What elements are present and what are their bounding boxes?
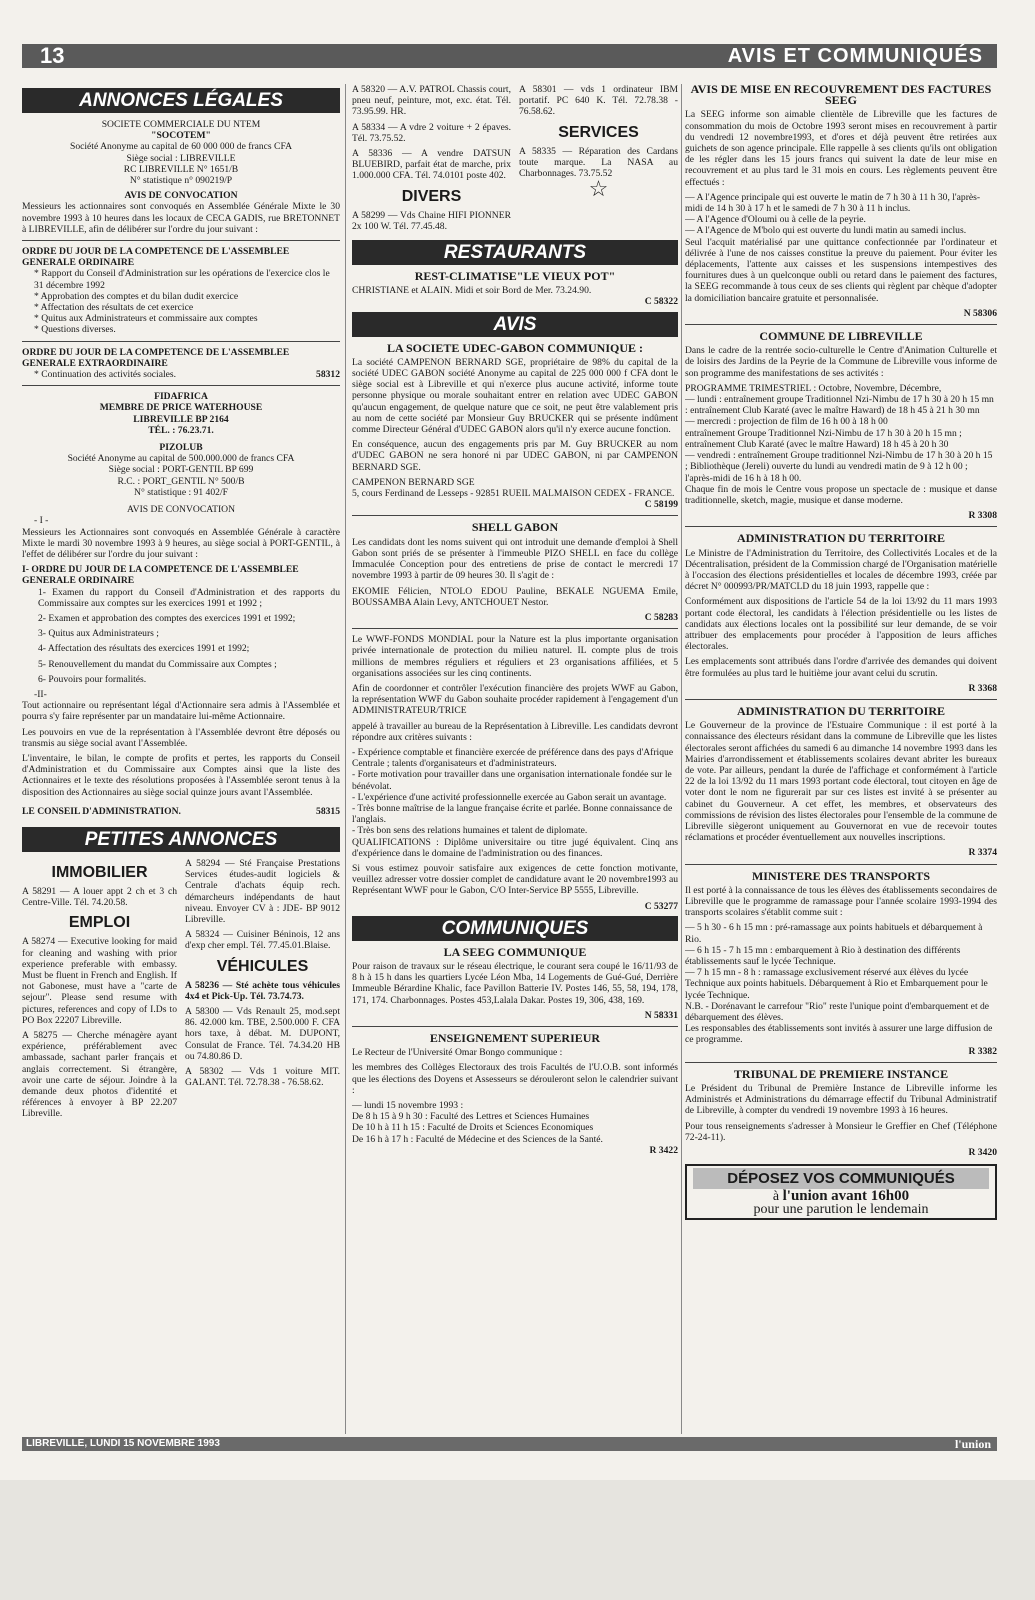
reference-number: N 58306: [963, 307, 997, 319]
agency-list: [685, 192, 997, 237]
classifieds-grid: [22, 858, 340, 1124]
notice-text: Tout actionnaire ou représentant légal d'Actionnaire sera admis à l'Assemblée et pourra s'y faire représenter par un mandataire lui-même Actionnaire.: [22, 700, 340, 723]
schedule-row: De 10 h à 11 h 15 : Faculté de Droits et Sciences Economiques: [352, 1122, 594, 1134]
agenda-item: 1- Examen du rapport du Conseil d'Administration et des rapports du Commissaire aux comptes sur les exercices 1991 et 1992 ;: [38, 586, 340, 609]
reference-number: C 58199: [644, 499, 678, 511]
star-icon: ☆: [588, 176, 609, 202]
submission-box: [685, 1164, 997, 1219]
agenda-item: 5- Renouvellement du mandat du Commissaire aux Comptes ;: [38, 658, 277, 670]
submission-box-title: DÉPOSEZ VOS COMMUNIQUÉS: [693, 1168, 989, 1189]
submission-box-line: pour une parution le lendemain: [753, 1202, 929, 1218]
section-rubric: AVIS ET COMMUNIQUÉS: [727, 45, 983, 67]
classified-ad: A 58301 — vds 1 ordinateur IBM portatif. PC 640 K. Tél. 72.78.38 - 76.58.62.: [519, 84, 678, 118]
reference-number: R 3368: [968, 682, 997, 694]
divider: [22, 240, 340, 241]
notice-text: Les candidats dont les noms suivent qui ont introduit une demande d'emploi à Shell Gabon sont priés de se présenter à l'immeuble PIZO SHELL en face du collège Immaculée Conception pour des entretiens de prise de contact le mercredi 17 novembre 1993 à partir de 09 heures 30. Il s'agit de :: [352, 536, 678, 582]
classified-ad: A 58336 — A vendre DATSUN BLUEBIRD, parfait état de marche, prix 1.000.000 CFA. Tél. 74.0101 poste 402.: [352, 148, 511, 182]
transport-item: Les responsables des établissements sont invités à assurer une large diffusion de ce programme.: [685, 1023, 993, 1046]
page-header-bar: [22, 44, 997, 68]
socotem-line: SOCIETE COMMERCIALE DU NTEM: [101, 119, 261, 130]
reference-number: R 3382: [968, 1045, 997, 1057]
notice-title: AVIS DE CONVOCATION: [126, 504, 236, 516]
column-rule: [681, 84, 682, 1434]
schedule-row: De 16 h à 17 h : Faculté de Médecine et des Sciences de la Santé.: [352, 1133, 603, 1145]
category-title: VÉHICULES: [216, 957, 309, 975]
signature: LE CONSEIL D'ADMINISTRATION.: [22, 805, 181, 817]
tribunal-title: TRIBUNAL DE PREMIERE INSTANCE: [733, 1066, 949, 1081]
pizolub-line: Siège social : PORT-GENTIL BP 699: [108, 464, 254, 476]
shell-title: SHELL GABON: [471, 520, 559, 535]
fidafrica-line: LIBREVILLE BP 2164: [133, 413, 229, 425]
reference-number: C 53277: [644, 900, 678, 912]
notice-text: Si vous estimez pouvoir satisfaire aux exigences de cette fonction motivante, veuillez adresser votre dossier complet de candidature avant le 20 novembre1993 au Représentant WWF pour le Gabon, C/O Inter-Service BP 5555, Libreville.: [352, 862, 678, 897]
agenda-list: [22, 268, 340, 335]
restaurants-banner: RESTAURANTS: [352, 240, 678, 265]
category-title: DIVERS: [401, 187, 462, 205]
agenda-item: 2- Examen et approbation des comptes des exercices 1991 et 1992;: [38, 612, 296, 624]
notice-text: Dans le cadre de la rentrée socio-culturelle le Centre d'Animation Culturelle et de loisirs des Jardins de la Peyrie de la Commune de Libreville vous informe de son programme des manifestations de ses activités :: [685, 345, 997, 379]
notice-text: Le Ministre de l'Administration du Territoire, des Collectivités Locales et de la Décentralisation, président de la Commission chargé de l'Organisation matérielle à l'occasion des élections présidentielles et locales de décembre 1993, créée par décret N° 000993/PR/MATCLD du 18 juin 1993, rappelle que :: [685, 547, 997, 593]
agenda-item: * Approbation des comptes et du bilan dudit exercice: [34, 290, 239, 302]
reference-number: R 3374: [968, 847, 997, 859]
page-footer-bar: [22, 1437, 997, 1451]
notice-text: appelé à travailler au bureau de la Représentation à Libreville. Les candidats devront répondre aux critères suivants :: [352, 720, 678, 743]
transport-item: — 5 h 30 - 6 h 15 mn : pré-ramassage aux points habituels et débarquement à Rio.: [685, 922, 983, 945]
pizolub-header: [22, 442, 340, 498]
notice-text: Afin de coordonner et contrôler l'exécution financière des projets WWF au Gabon, la représentation WWF du Gabon souhaite procéder rapidement à l'engagement d'un ADMINISTRATEUR/TRICE: [352, 682, 678, 717]
program-list: [685, 394, 997, 484]
udec-title: LA SOCIETE UDEC-GABON COMMUNIQUE :: [386, 340, 644, 355]
classifieds-right: [519, 84, 678, 236]
reference-number: C 58283: [644, 611, 678, 623]
pizolub-line: R.C. : PORT_GENTIL N° 500/B: [117, 475, 245, 487]
reference-number: N 58331: [644, 1009, 678, 1021]
agenda-title: I- ORDRE DU JOUR DE LA COMPETENCE DE L'ASSEMBLEE GENERALE ORDINAIRE: [22, 564, 299, 587]
classified-ad: A 58274 — Executive looking for maid for cleaning and washing with prior experience preferable with embassy. Must be fluent in French and English. If not Gabonese, must have a "carte de sejour". Please send resume with pictures, references and copy of I.Ds to PO Box 22207 Libreville.: [22, 936, 177, 1026]
reference-number: 58312: [316, 369, 340, 381]
classified-ad: A 58320 — A.V. PATROL Chassis court, pneu neuf, peinture, mot, exc. état. Tél. 73.95.99. HR.: [352, 84, 511, 118]
deadline: avant 16h00: [831, 1188, 910, 1205]
agenda-title: ORDRE DU JOUR DE LA COMPETENCE DE L'ASSEMBLEE GENERALE EXTRAORDINAIRE: [22, 346, 290, 369]
udec-address: CAMPENON BERNARD SGE: [352, 476, 475, 488]
notice-text: L'inventaire, le bilan, le compte de profits et pertes, les rapports du Conseil d'Administration et du Commissaire aux Comptes ainsi que la liste des Actionnaires et le texte des résolutions proposées à l'Assemblée seront tenus à la disposition des Actionnaires au siège social quinze jours avant l'Assemblée.: [22, 752, 340, 798]
fidafrica-header: [22, 391, 340, 436]
footer-brand: l'union: [954, 1437, 991, 1451]
category-title: SERVICES: [558, 123, 639, 141]
notice-text: Les pouvoirs en vue de la représentation à l'Assemblée devront être déposés ou transmis au siège social avant l'Assemblée.: [22, 726, 340, 749]
criteria-item: - Très bonne maîtrise de la langue française écrite et parlée. Bonne connaissance de l'anglais.: [352, 802, 673, 826]
classified-ad: A 58334 — A vdre 2 voiture + 2 épaves. Tél. 73.75.52.: [352, 121, 511, 144]
scan-margin: [0, 1480, 1035, 1600]
notice-text: La SEEG informe son aimable clientèle de Libreville que les factures de consommation du mois de Octobre 1993 seront mises en recouvrement à partir du vendredi 12 novembre1993, et d'ores et déjà peuvent être retirées aux guichets de son agence principale. Elle rappelle à ses clients qu'ils ont obligation de les régler dans les 15 jours francs qui suivent la date de leur mise en recouvrement et au plus tard le 31 mois en cours. Les règlements peuvent être effectués :: [685, 109, 997, 188]
signature-line: [22, 806, 340, 817]
restaurant-title: REST-CLIMATISE"LE VIEUX POT": [414, 269, 616, 284]
agenda-list: [22, 587, 340, 685]
agenda-item: * Rapport du Conseil d'Administration sur les opérations de l'exercice clos le 31 décembre 1992: [34, 268, 330, 291]
administration-title: ADMINISTRATION DU TERRITOIRE: [736, 531, 946, 546]
criteria-item: - Très bon sens des relations humaines et talent de diplomate.: [352, 825, 588, 837]
notice-text: Pour tous renseignements s'adresser à Monsieur le Greffier en Chef (Téléphone 72-24-11).: [685, 1120, 997, 1143]
agenda-item: * Affectation des résultats de cet exercice: [34, 302, 194, 314]
notice-text: La société CAMPENON BERNARD SGE, propriétaire de 98% du capital de la société UDEC GABON société Anonyme au capital de 225 000 000 f CFA dont le siège social est à Libreville et qui n'exerce plus aucune activité, informe toute personne physique ou morale souhaitant entrer en relation avec UDEC GABON qu'aucun engagement, de quelque nature que ce soit, ne peut être valablement pris au nom de cette société par Monsieur Guy BRUCKER qui se présente indûment comme Directeur Général d'UDEC GABON alors qu'il n'y exerce aucune fonction.: [352, 356, 678, 436]
program-item: — mercredi : projection de film de 16 h 00 à 18 h 00: [685, 416, 888, 428]
column-3: [685, 84, 997, 1436]
agenda-list: [22, 369, 340, 380]
footer-date: LIBREVILLE, LUNDI 15 NOVEMBRE 1993: [26, 1438, 220, 1449]
agency-item: — A l'Agence d'Oloumi ou à celle de la peyrie.: [685, 214, 866, 226]
classifieds-left: [22, 858, 177, 1124]
socotem-line: Société Anonyme au capital de 60 000 000 de francs CFA: [69, 141, 293, 153]
avis-banner: AVIS: [352, 312, 678, 337]
column-rule: [345, 84, 346, 1434]
transport-item: N.B. - Dorénavant le carrefour "Rio" reste l'unique point d'embarquement et de débarquement des élèves.: [685, 1000, 990, 1024]
reference-number: 58315: [316, 805, 340, 817]
divider: [685, 699, 997, 700]
divider: [22, 341, 340, 342]
divider: [685, 324, 997, 325]
transports-title: MINISTERE DES TRANSPORTS: [751, 868, 931, 883]
program-item: — vendredi : entraînement Groupe traditionnel Nzi-Nimbu de 17 h 30 à 20 h 15 ; Bibliothèque (Jereli) ouverte du lundi au vendredi matin de 9 à 12 h 00 ; l'après-midi de 16 h à 18 h 00.: [685, 450, 993, 484]
agency-item: — A l'Agence de M'bolo qui est ouverte du lundi matin au samedi inclus.: [685, 225, 967, 237]
classified-ad: A 58302 — Vds 1 voiture MIT. GALANT. Tél. 72.78.38 - 76.58.62.: [185, 1066, 340, 1089]
classified-ad: A 58294 — Sté Française Prestations Services études-audit logiciels & Centrale d'achats équip rech. démarcheurs indépendants de haut niveau. Envoyer CV à : JDE- BP 9012 Libreville.: [185, 857, 340, 925]
notice-text: Conformément aux dispositions de l'article 54 de la loi 13/92 du 11 mars 1993 portant code électoral, les candidats à l'élection présidentielle ou les listes de candidats aux élections locales ont la possibilité sur leur demande, de se voir attribuer des emplacements pour procéder à l'apposition de leurs affiches électorales.: [685, 596, 997, 653]
notice-text: Le Recteur de l'Université Omar Bongo communique :: [352, 1047, 563, 1059]
criteria-list: [352, 747, 678, 837]
communiques-banner: COMMUNIQUES: [352, 916, 678, 941]
page-number: 13: [40, 43, 65, 68]
divider: [685, 864, 997, 865]
classified-ad: A 58291 — A louer appt 2 ch et 3 ch Centre-Ville. Tél. 74.20.58.: [22, 885, 177, 909]
criteria-item: - Expérience comptable et financière exercée de préférence dans des pays d'Afrique Centrale ; talents d'organisateurs et d'administrateurs.: [352, 746, 674, 770]
candidate-names: EKOMIE Félicien, NTOLO EDOU Pauline, BEKALE NGUEMA Emile, BOUSSAMBA Alain Levy, ANTCHOUET Nestor.: [352, 585, 678, 608]
schedule-row: De 8 h 15 à 9 h 30 : Faculté des Lettres et Sciences Humaines: [352, 1111, 590, 1123]
fidafrica-line: MEMBRE DE PRICE WATERHOUSE: [99, 402, 263, 414]
pizolub-line: N° statistique : 91 402/F: [134, 486, 228, 498]
program-item: — lundi : entraînement groupe Traditionnel Nzi-Nimbu de 17 h 30 à 20 h 15 mn : entraînement Club Karaté (avec le maître Haward) de 18 h 45 à 21 h 30 mn: [685, 394, 994, 417]
notice-text: Messieurs les Actionnaires sont convoqués en Assemblée Générale à caractère Mixte le mardi 30 novembre 1993 à 9 heures, au siège social à PORT-GENTIL, à l'effet de délibérer sur l'ordre du jour suivant :: [22, 526, 340, 560]
socotem-line: Siège social : LIBREVILLE: [126, 152, 236, 164]
schedule-day: — lundi 15 novembre 1993 :: [352, 1100, 464, 1112]
pizolub-line: PIZOLUB: [159, 442, 203, 454]
agency-item: — A l'Agence principale qui est ouverte le matin de 7 h 30 à 11 h 30, l'après-midi de 14 h 30 à 17 h et le samedi de 7 h 30 à 11 h inclus.: [685, 191, 981, 215]
agenda-item: 6- Pouvoirs pour formalités.: [38, 673, 147, 685]
socotem-line: RC LIBREVILLE N° 1651/B: [123, 163, 239, 175]
transport-item: — 7 h 15 mn - 8 h : ramassage exclusivement réservé aux élèves du lycée Technique aux points habituels. Débarquement à Rio et Embarquement pour le lycée Technique.: [685, 967, 988, 1001]
notice-text: Il est porté à la connaissance de tous les élèves des établissements secondaires de Libreville que le programme de ramassage pour l'année scolaire 1993-1994 des transports scolaires s'établit comme suit :: [685, 884, 997, 919]
divider: [22, 385, 340, 386]
notice-title: AVIS DE CONVOCATION: [124, 190, 238, 202]
classified-ad: A 58335 — Réparation des Cardans toute marque. La NASA au Charbonnages. 73.75.52: [519, 145, 678, 180]
classified-ad: A 58324 — Cuisiner Béninois, 12 ans d'exp cher empl. Tél. 77.45.01.Blaise.: [185, 929, 340, 952]
transport-item: — 6 h 15 - 7 h 15 mn : embarquement à Rio à destination des différents établissements sauf le lycée Technique.: [685, 944, 961, 968]
notice-text: Le Gouverneur de la province de l'Estuaire Communique : il est porté à la connaissance des électeurs résidant dans la commune de Libreville que les listes électorales seront affichées du samedi 6 au dimanche 14 novembre 1993 dans les Mairies d'arrondissement et établissements scolaires devant abriter les bureaux de vote. Par ailleurs, pendant la durée de l'affichage et conformément à l'article 22 de la loi 13/92 du 11 mars 1993 portant code électoral, tout citoyen en âge de voter dont le nom ne figurerait par sur ces listes est invité à se présenter au cabinet du Gouverneur. A cet effet, les membres, et observateurs des commissions de révision des listes électorales pour l'ensemble de la commune de Libreville siègeront uniquement au Gouvernorat en vue de recevoir toutes réclamations et procéder éventuellement aux nouvelles inscriptions.: [685, 720, 997, 844]
notice-text: QUALIFICATIONS : Diplôme universitaire ou titre jugé équivalent. Cinq ans d'expérience dans le domaine de l'administration ou des finances.: [352, 836, 678, 859]
criteria-item: - L'expérience d'une activité professionnelle exercée au Gabon serait un avantage.: [352, 791, 667, 803]
divider: [685, 526, 997, 527]
divider: [685, 1062, 997, 1063]
reference-number: R 3420: [968, 1147, 997, 1159]
section-marker: - I -: [34, 515, 49, 527]
administration-title: ADMINISTRATION DU TERRITOIRE: [736, 703, 946, 718]
notice-text: Seul l'acquit matérialisé par une quittance confectionnée par l'ordinateur et délivrée à l'une de nos caisses constitue la preuve du paiement. Pour éviter les déplacements, l'attente aux caisses et les suspensions intempestives des fournitures dues à un quelconque oubli ou retard dans le paiement des factures, la SEEG recommande à tous ceux de ses clients qui règlent par chèque d'adopter la domiciliation bancaire gratuite et personnalisée.: [685, 236, 997, 304]
program-item: entraînement Groupe Traditionnel Nzi-Nimbu de 17 h 30 à 20 h 15 mn ; entraînement Club Karaté (avec le maître Haward) 18 h 45 à 20 h 30: [685, 427, 962, 450]
fidafrica-line: TÉL. : 76.23.71.: [148, 424, 214, 436]
agenda-item: 3- Quitus aux Administrateurs ;: [38, 628, 159, 640]
reference-number: C 58322: [644, 296, 678, 308]
notice-text: les membres des Collèges Electoraux des trois Facultés de l'U.O.B. sont informés que les élections des Doyens et Assesseurs se dérouleront selon le calendrier suivant :: [352, 1062, 678, 1096]
category-title: EMPLOI: [68, 914, 131, 932]
transport-list: [685, 922, 997, 1045]
classified-ad: A 58300 — Vds Renault 25, mod.sept 86. 42.000 km. TBE, 2.500.000 F. CFA hors taxe, à débat. M. DUPONT, Consulat de France. Tél. 74.34.20 HB ou 74.80.86 D.: [185, 1006, 340, 1062]
socotem-line: "SOCOTEM": [151, 130, 211, 142]
enseignement-title: ENSEIGNEMENT SUPERIEUR: [429, 1031, 601, 1045]
notice-text: Chaque fin de mois le Centre vous propose un spectacle de : musique et danse traditionnelle, sketch, magie, musique et danse moderne.: [685, 483, 997, 506]
notice-text: Les emplacements sont attribués dans l'ordre d'arrivée des demandes qui doivent être formulées au plus tard le huitième jour avant celui du scrutin.: [685, 656, 997, 679]
pizolub-line: Société Anonyme au capital de 500.000.000 de francs CFA: [67, 453, 295, 465]
divider: [352, 515, 678, 516]
notice-text: PROGRAMME TRIMESTRIEL : Octobre, Novembre, Décembre,: [685, 382, 942, 394]
agenda-item: * Quitus aux Administrateurs et commissaire aux comptes: [34, 313, 258, 325]
classifieds-grid: [352, 84, 678, 236]
divider: [352, 628, 678, 629]
agenda-item: * Questions diverses.: [34, 324, 116, 336]
column-2: [352, 84, 678, 1436]
section-marker: -II-: [34, 688, 47, 700]
seeg-title: LA SEEG COMMUNIQUE: [443, 944, 587, 959]
divider: [352, 1026, 678, 1027]
criteria-item: - Forte motivation pour travailler dans une organisation internationale fondée sur le bénévolat.: [352, 769, 672, 792]
newspaper-name: l'union: [782, 1188, 828, 1205]
agenda-item: * Continuation des activités sociales.: [34, 369, 177, 381]
category-title: IMMOBILIER: [51, 863, 148, 881]
socotem-line: N° statistique n° 090219/P: [129, 175, 233, 187]
restaurant-text: CHRISTIANE et ALAIN. Midi et soir Bord de Mer. 73.24.90.: [352, 285, 592, 297]
classifieds-banner: PETITES ANNONCES: [22, 827, 340, 852]
classifieds-left: [352, 84, 511, 236]
notice-text: En conséquence, aucun des engagements pris par M. Guy BRUCKER au nom d'UDEC GABON ne sera honoré ni par UDEC GABON, ni par CAMPENON BERNARD SGE.: [352, 439, 678, 473]
reference-number: R 3422: [649, 1144, 678, 1156]
notice-text: Le Président du Tribunal de Première Instance de Libreville informe les Administrés et Administrations du démarrage effectif du Tribunal Administratif de Libreville, à compter du vendredi 19 novembre 1993 à 16 heures.: [685, 1083, 997, 1117]
column-1: [22, 84, 340, 1436]
notice-text: Messieurs les actionnaires sont convoqués en Assemblée Générale Mixte le 30 novembre 1993 à 10 heures dans les locaux de CECA GADIS, rue BRETONNET à LIBREVILLE, afin de délibérer sur l'ordre du jour suivant :: [22, 201, 340, 235]
submission-word: à: [772, 1189, 780, 1205]
classifieds-right: [185, 858, 340, 1124]
fidafrica-line: FIDAFRICA: [154, 391, 208, 403]
agenda-title: ORDRE DU JOUR DE LA COMPETENCE DE L'ASSEMBLEE GENERALE ORDINAIRE: [22, 246, 290, 269]
commune-title: COMMUNE DE LIBREVILLE: [759, 329, 923, 344]
classified-ad: A 58236 — Sté achète tous véhicules 4x4 et Pick-Up. Tél. 73.74.73.: [185, 979, 340, 1002]
socotem-header: [22, 119, 340, 186]
notice-text: Pour raison de travaux sur le réseau électrique, le courant sera coupé le 16/11/93 de 8 h à 15 h dans les quartiers Lycée Léon Mba, 14 Logements de Gué-Gué, Derrière Immeuble Bérardine Khalic, face Pavillon Batterie IV. Postes 146, 55, 58, 194, 178, 171, 174. Charbonnages. Postes 453,Lalala Dakar. Postes 19, 306, 438, 169.: [352, 960, 678, 1006]
classified-ad: A 58275 — Cherche ménagère ayant expérience, préférablement avec ambassade, sachant parler français et anglais correctement. Si étrangère, avoir une carte de séjour. Joindre à la demande deux photos d'identité et références à envoyer à BP 22.207 Libreville.: [22, 1030, 177, 1120]
submission-box-line: [693, 1188, 989, 1205]
udec-address: 5, cours Ferdinand de Lesseps - 92851 RUEIL MALMAISON CEDEX - FRANCE.: [352, 488, 675, 500]
recouvrement-title: AVIS DE MISE EN RECOUVREMENT DES FACTURES SEEG: [690, 84, 992, 108]
notice-text: Le WWF-FONDS MONDIAL pour la Nature est la plus importante organisation privée internationale de protection du milieu naturel. IL compte plus de trois millions de membres réguliers et réguliers et 23 organisations affiliées, et 5 organisations associées sur les cinq continents.: [352, 634, 678, 679]
classified-ad: A 58299 — Vds Chaine HIFI PIONNER 2x 100 W. Tél. 77.45.48.: [352, 209, 511, 232]
agenda-item: 4- Affectation des résultats des exercices 1991 et 1992;: [38, 643, 250, 655]
legal-notices-banner: ANNONCES LÉGALES: [22, 88, 340, 113]
reference-number: R 3308: [968, 510, 997, 522]
